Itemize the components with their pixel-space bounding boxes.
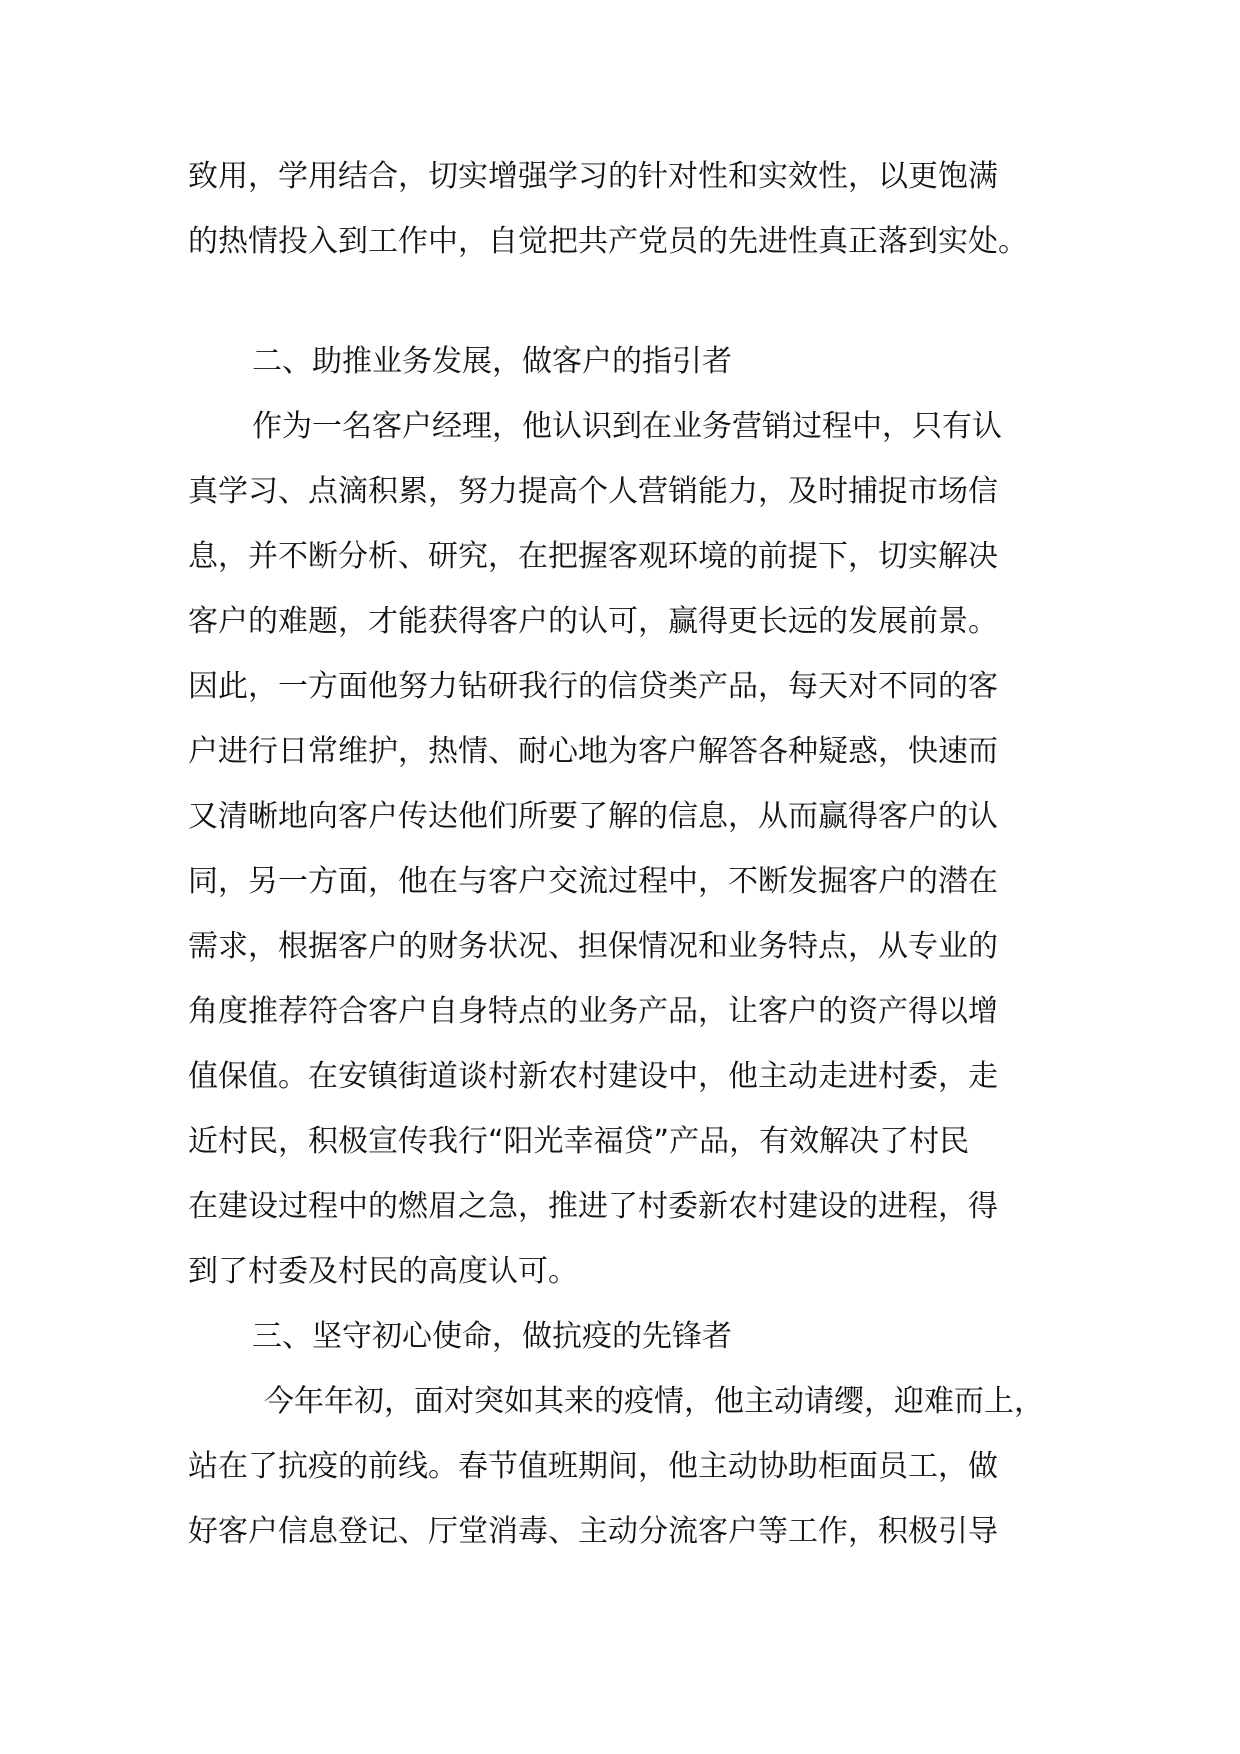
text-line: 致用，学用结合，切实增强学习的针对性和实效性，以更饱满: [188, 159, 998, 194]
text-line: 好客户信息登记、厅堂消毒、主动分流客户等工作，积极引导: [188, 1514, 998, 1549]
section-heading-text: 二、助推业务发展，做客户的指引者: [252, 344, 732, 379]
paragraph-epidemic: [188, 1369, 1088, 1564]
paragraph-continuation: [188, 144, 1088, 274]
paragraph-business: [188, 394, 1088, 1304]
text-line: 角度推荐符合客户自身特点的业务产品，让客户的资产得以增: [188, 994, 998, 1029]
text-line: 又清晰地向客户传达他们所要了解的信息，从而赢得客户的认: [188, 799, 998, 834]
text-line: 值保值。在安镇街道谈村新农村建设中，他主动走进村委，走: [188, 1059, 998, 1094]
text-line: 近村民，积极宣传我行“阳光幸福贷”产品，有效解决了村民: [188, 1124, 970, 1159]
text-line: 需求，根据客户的财务状况、担保情况和业务特点，从专业的: [188, 929, 998, 964]
text-line: 因此，一方面他努力钻研我行的信贷类产品，每天对不同的客: [188, 669, 998, 704]
text-line: 客户的难题，才能获得客户的认可，赢得更长远的发展前景。: [188, 604, 998, 639]
text-line: 同，另一方面，他在与客户交流过程中，不断发掘客户的潜在: [188, 864, 998, 899]
section-heading-text: 三、坚守初心使命，做抗疫的先锋者: [252, 1319, 732, 1354]
text-line: 真学习、点滴积累，努力提高个人营销能力，及时捕捉市场信: [188, 474, 998, 509]
section-heading-2: [188, 329, 1088, 394]
text-line: 今年年初，面对突如其来的疫情，他主动请缨，迎难而上，: [264, 1384, 1044, 1419]
text-line: 在建设过程中的燃眉之急，推进了村委新农村建设的进程，得: [188, 1189, 998, 1224]
text-line: 作为一名客户经理，他认识到在业务营销过程中，只有认: [252, 409, 1002, 444]
section-heading-3: [188, 1304, 1088, 1369]
text-line: 息，并不断分析、研究，在把握客观环境的前提下，切实解决: [188, 539, 998, 574]
text-line: 站在了抗疫的前线。春节值班期间，他主动协助柜面员工，做: [188, 1449, 998, 1484]
text-line: 户进行日常维护，热情、耐心地为客户解答各种疑惑，快速而: [188, 734, 998, 769]
text-line: 到了村委及村民的高度认可。: [188, 1254, 578, 1289]
text-line: 的热情投入到工作中，自觉把共产党员的先进性真正落到实处。: [188, 224, 1028, 259]
